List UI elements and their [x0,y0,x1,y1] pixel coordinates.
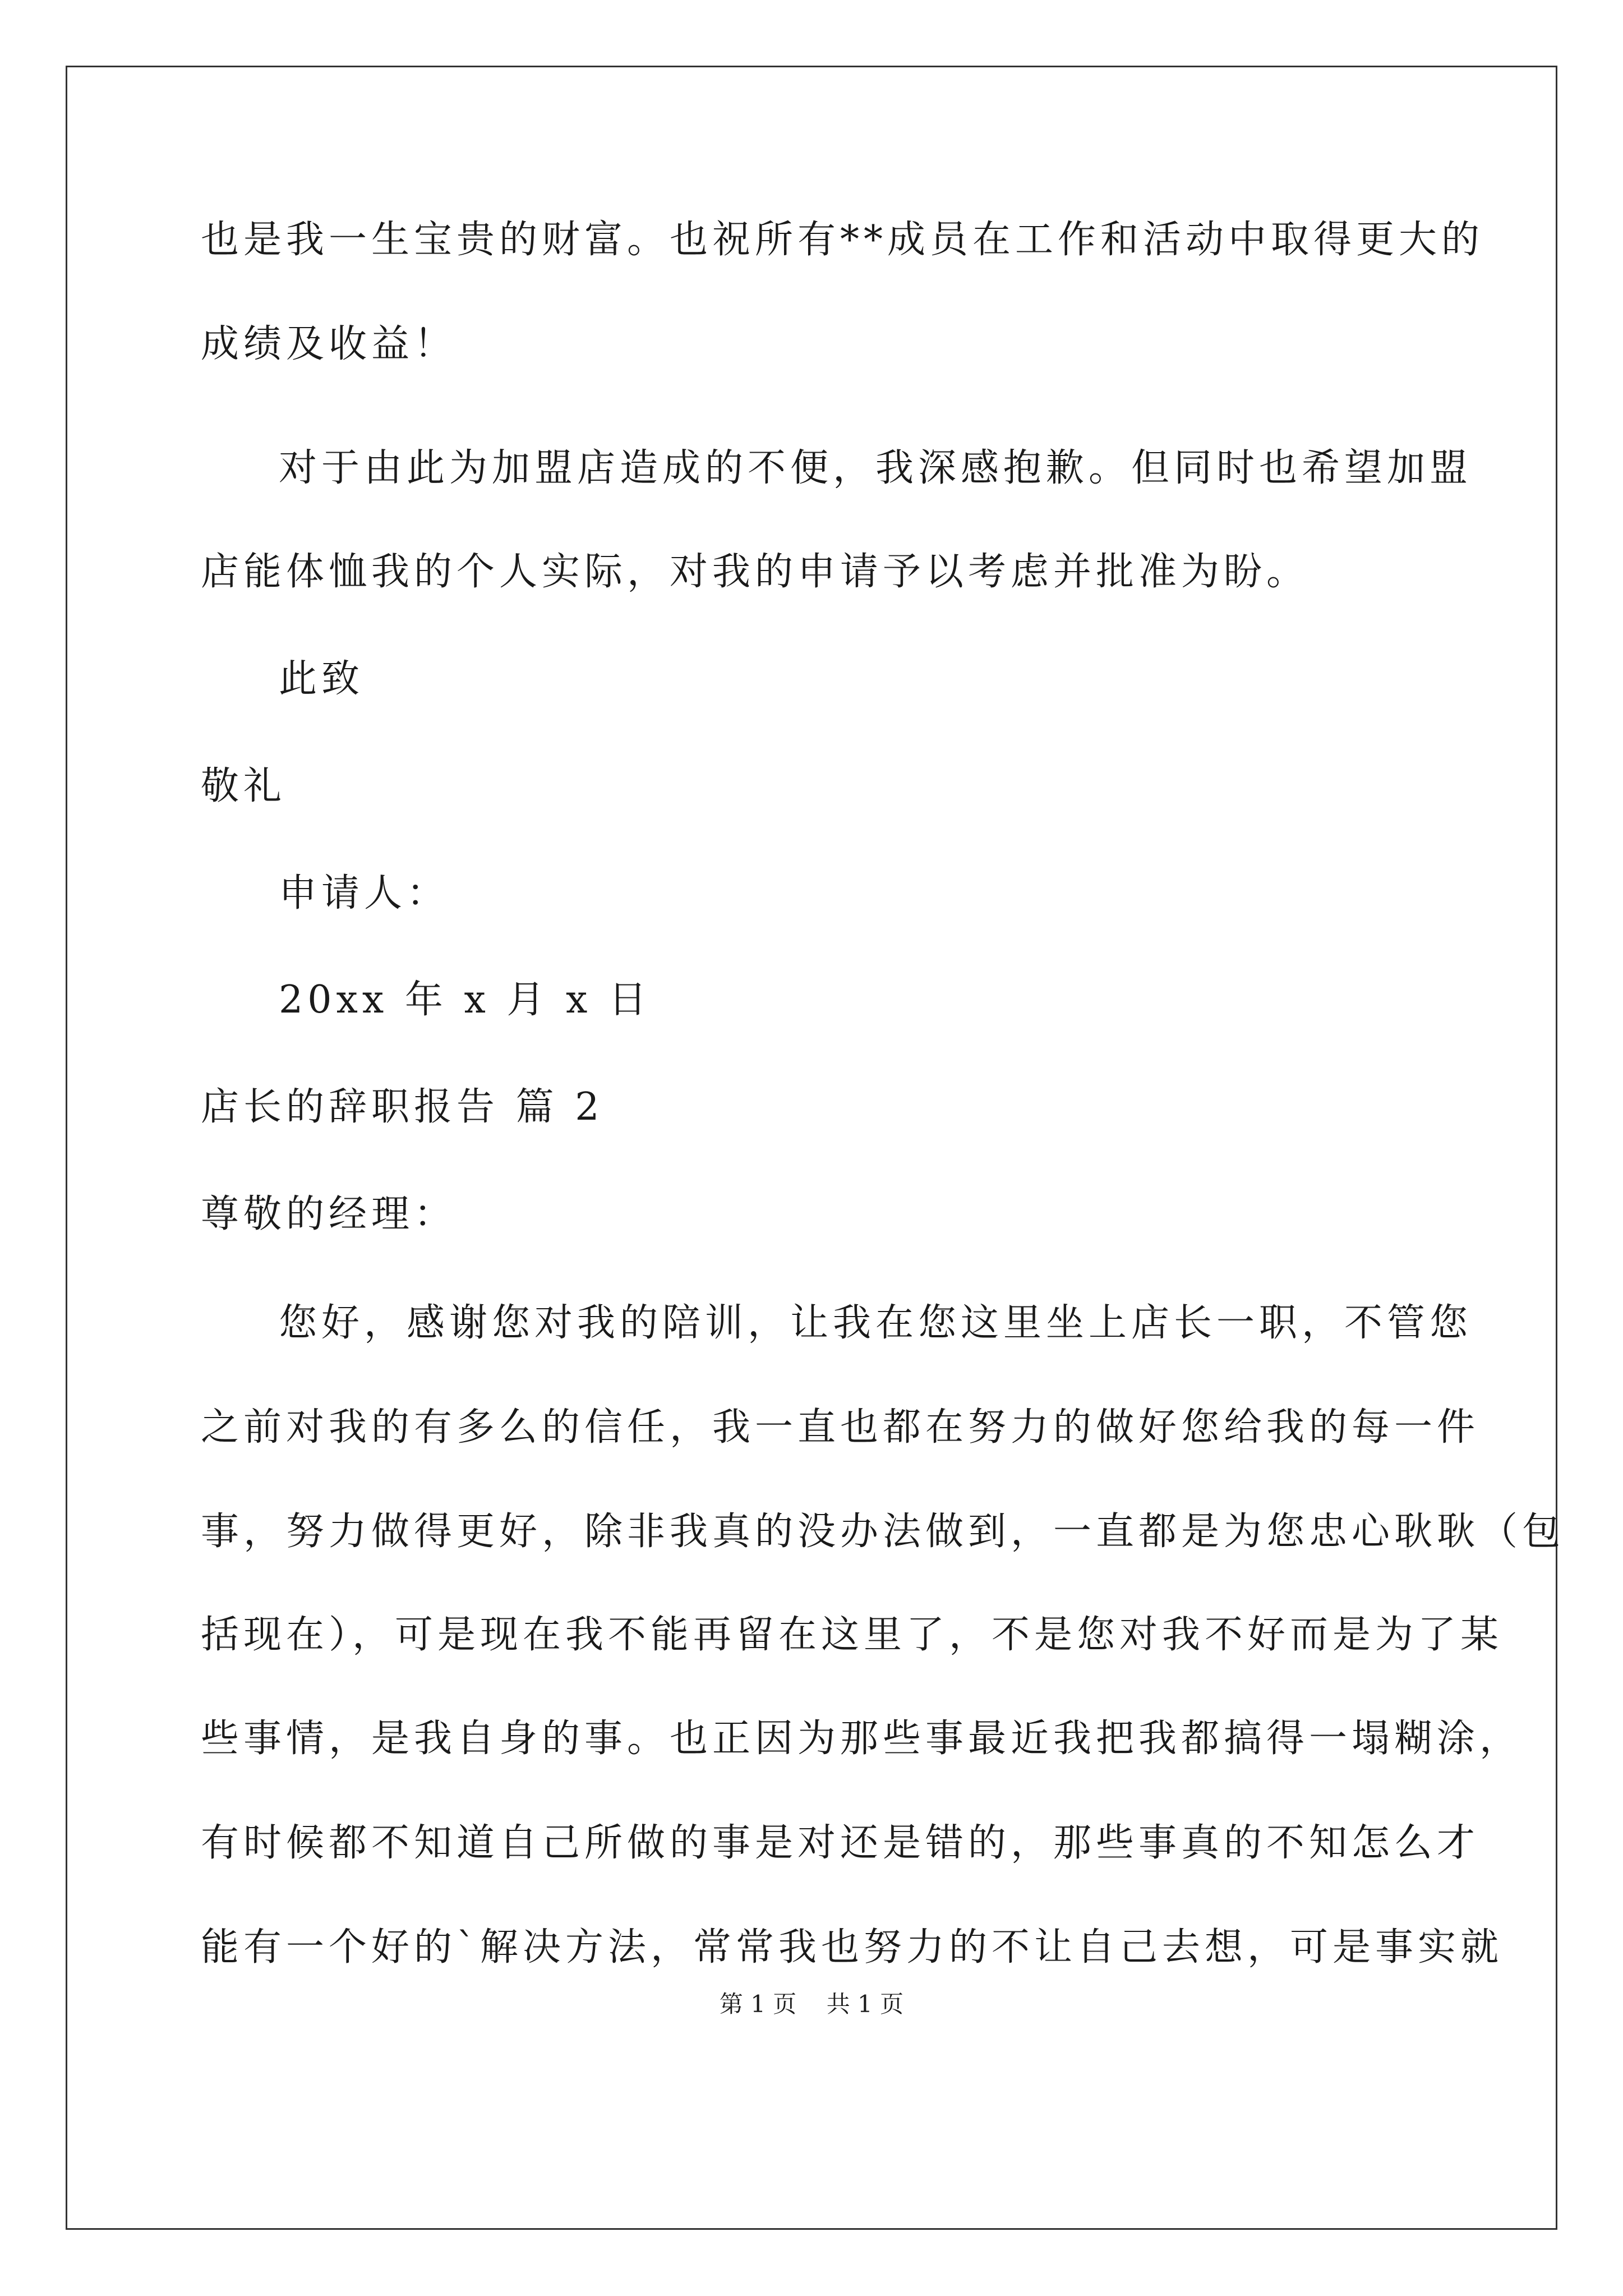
closing-regards: 敬礼 [201,764,287,808]
date-line: 20xx 年 x 月 x 日 [279,978,652,1022]
paragraph-first-line: 对于由此为加盟店造成的不便，我深感抱歉。但同时也希望加盟 [279,446,1473,490]
body-text-line: 店能体恤我的个人实际，对我的申请予以考虑并批准为盼。 [201,550,1310,594]
page-footer: 第 1 页 共 1 页 [719,1990,904,2018]
body-text-line: 能有一个好的`解决方法，常常我也努力的不让自己去想，可是事实就 [201,1925,1504,1970]
body-text-line: 也是我一生宝贵的财富。也祝所有**成员在工作和活动中取得更大的 [201,218,1484,262]
page-border [66,66,1565,2230]
body-text-line: 成绩及收益！ [201,322,457,366]
body-text-line: 括现在），可是现在我不能再留在这里了，不是您对我不好而是为了某 [201,1613,1504,1657]
section-heading: 店长的辞职报告 篇 2 [201,1085,604,1129]
body-text-line: 些事情，是我自身的事。也正因为那些事最近我把我都搞得一塌糊涂， [201,1717,1523,1761]
body-text-line: 事，努力做得更好，除非我真的没办法做到，一直都是为您忠心耿耿（包 [201,1510,1565,1554]
body-text-line: 有时候都不知道自己所做的事是对还是错的，那些事真的不知怎么才 [201,1821,1480,1865]
closing-salutation: 此致 [279,657,365,701]
paragraph-first-line: 您好，感谢您对我的陪训，让我在您这里坐上店长一职，不管您 [279,1301,1473,1345]
greeting: 尊敬的经理： [201,1192,457,1236]
applicant-label: 申请人： [279,871,450,915]
body-text-line: 之前对我的有多么的信任，我一直也都在努力的做好您给我的每一件 [201,1405,1480,1450]
